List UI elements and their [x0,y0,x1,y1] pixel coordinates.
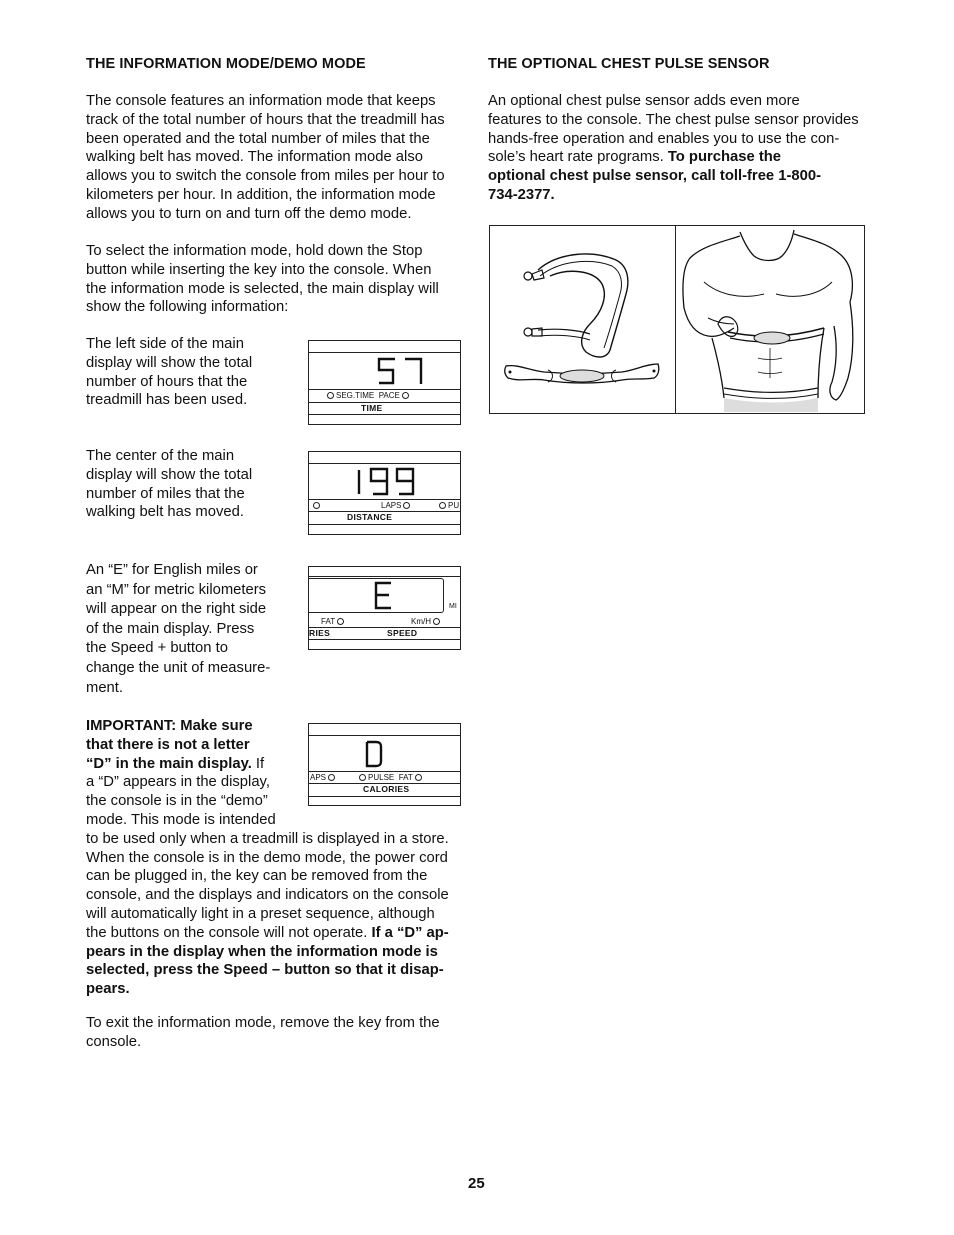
indicator-dot [433,618,440,625]
text-line: features to the console. The chest pulse sensor provides [488,111,859,128]
indicator-dot [359,774,366,781]
plain-text: the buttons on the console will not operate. [86,924,372,941]
text-line: walking belt has moved. The information mode also [86,149,423,166]
text-line: track of the total number of hours that the treadmill has [86,111,445,128]
info-mode-heading: THE INFORMATION MODE/DEMO MODE [86,56,366,72]
text-line: change the unit of measure- [86,659,271,676]
indicator-label: SEG.TIME [336,391,375,400]
text-line: to be used only when a treadmill is displayed in a store. [86,830,449,847]
indicator-dot [403,502,410,509]
indicator-dot [337,618,344,625]
digits-57 [375,356,425,388]
text-line: treadmill has been used. [86,392,248,409]
display-label: DISTANCE [347,512,393,522]
bold-text: selected, press the Speed – button so that it disap- [86,962,444,979]
digits-199 [353,466,417,498]
display-label: TIME [361,403,383,413]
text-line [86,924,478,943]
text-line: show the following information: [86,299,289,316]
digit-d [363,740,383,768]
indicator-dot [415,774,422,781]
miles-text [86,447,296,522]
indicator-label: Km/H [411,617,431,626]
indicator-row [325,391,411,400]
indicator-dot [328,774,335,781]
chest-sensor-heading: THE OPTIONAL CHEST PULSE SENSOR [488,56,770,72]
text-line: button while inserting the key into the console. When [86,261,432,278]
indicator-dot [439,502,446,509]
text-line: mode. This mode is intended [86,811,276,828]
text-line: The console features an information mode that keeps [86,93,436,109]
display-rule [309,463,460,464]
indicator-row [321,617,346,626]
indicator-label: PULSE [368,773,395,782]
distance-display-illustration [308,451,461,535]
text-line [488,186,878,205]
unit-corner-label: MI [449,603,457,610]
display-rule [309,796,460,797]
bold-text: To purchase the [667,149,782,166]
indicator-dot [327,392,334,399]
display-label-partial: RIES [309,628,331,638]
text-line [488,148,878,167]
indicator-row [411,617,442,626]
indicator-row [310,773,337,782]
text-line: ment. [86,679,124,696]
bold-text: 734-2377. [488,186,555,203]
display-rule [309,499,460,500]
display-rule [309,414,460,415]
text-line: the Speed + button to [86,640,228,657]
display-label: CALORIES [363,784,410,794]
text-line: An “E” for English miles or [86,562,258,578]
bold-text: pears in the display when the information mode is [86,943,438,960]
indicator-label: APS [310,773,327,782]
chest-strap-icon [498,232,670,407]
chest-sensor-figure [489,225,865,414]
text-line: number of miles that the [86,485,245,502]
select-mode-text [86,242,476,317]
text-line: display will show the total [86,466,253,483]
text-line: a “D” appears in the display, [86,774,270,791]
display-rule [309,576,460,577]
exit-mode-text [86,1014,478,1052]
indicator-row [381,501,412,510]
text-line: walking belt has moved. [86,504,244,521]
text-line: When the console is in the demo mode, the power cord [86,849,448,866]
plain-text: If [251,755,265,772]
bold-text: that there is not a letter [86,736,250,753]
text-line: To select the information mode, hold down the Stop [86,243,423,259]
indicator-dot [402,392,409,399]
indicator-dot-left [311,501,322,510]
text-line: been operated and the total number of miles that the [86,130,430,147]
units-text [86,561,296,698]
display-rule [309,389,460,390]
display-rule [309,771,460,772]
text-line: allows you to switch the console from miles per hour to [86,168,445,185]
text-line: will appear on the right side [86,601,267,618]
text-line: can be plugged in, the key can be removed from the [86,868,428,885]
calories-display-illustration [308,723,461,806]
display-rule [309,524,460,525]
text-line [86,943,478,962]
text-line: An optional chest pulse sensor adds even more [488,93,800,109]
indicator-label: PACE [378,391,400,400]
text-line: The center of the main [86,448,235,464]
bold-text: pears. [86,981,130,998]
text-line: The left side of the main [86,336,244,352]
display-rule [309,627,460,628]
text-line: the information mode is selected, the main display will [86,280,439,297]
indicator-label: LAPS [381,501,402,510]
text-line: number of hours that the [86,373,248,390]
page-number: 25 [468,1175,485,1192]
text-line: the console is in the “demo” [86,793,268,810]
bold-text: IMPORTANT: Make sure [86,718,253,734]
indicator-dot [313,502,320,509]
bold-text: If a “D” ap- [371,924,449,941]
digit-e [373,581,395,611]
text-line: console, and the displays and indicators on the console [86,887,449,904]
text-line [488,167,878,186]
hours-text [86,335,296,410]
indicator-row [437,501,459,510]
bold-text: “D” in the main display. [86,755,252,772]
text-line: will automatically light in a preset sequence, although [86,905,435,922]
plain-text: sole’s heart rate programs. [488,149,668,166]
text-line: To exit the information mode, remove the key from the [86,1015,440,1031]
text-line: kilometers per hour. In addition, the information mode [86,186,436,203]
indicator-label: FAT [398,773,413,782]
text-line: display will show the total [86,354,253,371]
indicator-label: FAT [321,617,336,626]
display-rule [309,735,460,736]
display-rule [309,639,460,640]
figure-divider [675,226,676,413]
info-mode-intro [86,92,476,224]
text-line: hands-free operation and enables you to use the con- [488,130,840,147]
torso-wearing-strap-icon [678,228,863,412]
display-rule [309,352,460,353]
display-label: SPEED [387,628,418,638]
indicator-label: PU [448,501,460,510]
indicator-row [357,773,424,782]
text-line: of the main display. Press [86,620,255,637]
bold-text: optional chest pulse sensor, call toll-free 1-800- [488,168,822,185]
speed-display-illustration [308,566,461,650]
text-line: an “M” for metric kilometers [86,581,267,598]
text-line [86,961,478,980]
text-line [86,980,478,999]
text-line: allows you to turn on and turn off the demo mode. [86,205,412,222]
chest-sensor-text [488,92,878,205]
time-display-illustration [308,340,461,425]
display-rule [309,402,460,403]
text-line: console. [86,1033,142,1050]
